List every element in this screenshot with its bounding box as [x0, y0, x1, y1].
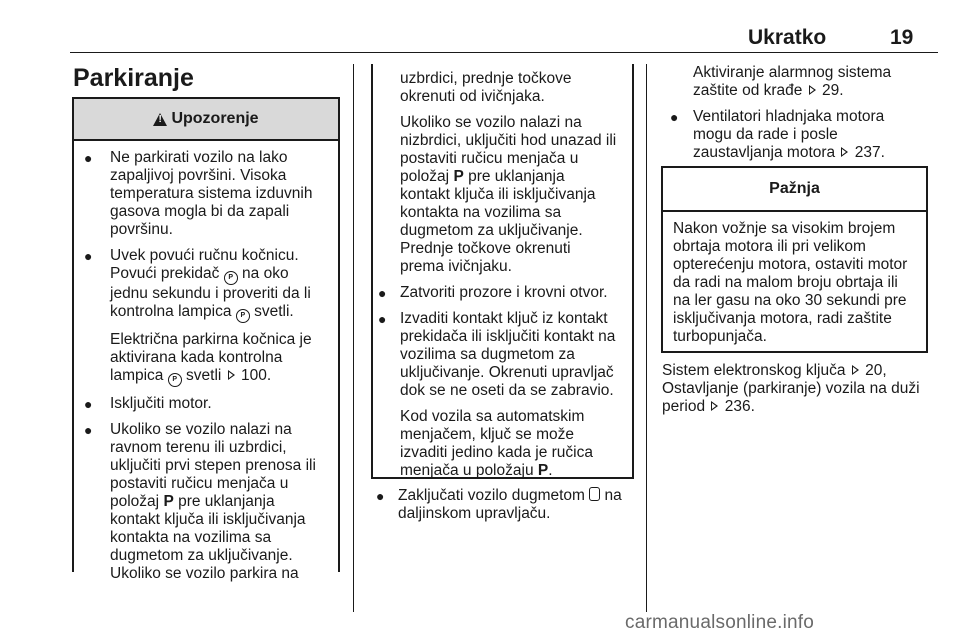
warning-header: [74, 99, 338, 141]
page-reference-arrow-icon: [852, 365, 859, 375]
lock-icon: [589, 487, 600, 501]
warning-triangle-icon: [153, 113, 167, 126]
bullet-icon: ●: [378, 285, 387, 301]
page-reference-arrow-icon: [228, 370, 235, 380]
column-divider: [353, 64, 354, 612]
list-item: ● Uvek povući ručnu kočnicu. Povući prekidač P na oko jednu sekundu i proveriti da li kontrolna lampica P svetli. Električna parkirna kočnica je aktivirana kada kontrolna lampica P svetli 100.: [82, 247, 332, 387]
bullet-icon: ●: [376, 488, 385, 504]
page-reference-arrow-icon: [809, 85, 816, 95]
bullet-icon: ●: [84, 422, 93, 438]
paragraph: Aktiviranje alarmnog sistema zaštite od krađe 29.: [693, 64, 892, 99]
page-reference: 20,: [865, 362, 887, 379]
page-reference: 100.: [240, 367, 272, 384]
list-item: ● Zatvoriti prozore i krovni otvor.: [378, 284, 608, 301]
warning-box-continued: [371, 64, 634, 479]
paragraph: Ukoliko se vozilo nalazi na nizbrdici, uključiti hod unazad ili postaviti ručicu menjača u položaj P pre uklanjanja kontakt ključa ili isključivanja kontakta na vozilima sa dugmetom za uključivanje. Prednje točkove okrenuti prema ivičnjaku.: [400, 114, 617, 275]
notice-title: Pažnja: [663, 168, 926, 212]
paragraph: Kod vozila sa automatskim menjačem, ključ se može izvaditi jedino kada je ručica menjača u položaju P.: [400, 408, 593, 479]
page-reference: 237.: [854, 144, 885, 161]
list-item: ● Ne parkirati vozilo na lako zapaljivoj površini. Visoka temperatura sistema izduvnih gasova mogla bi da zapali površinu.: [84, 149, 313, 238]
page-number: 19: [890, 26, 914, 49]
warning-box: [72, 97, 340, 582]
parking-brake-icon: P: [168, 373, 182, 387]
bullet-icon: ●: [84, 150, 93, 166]
watermark: carmanualsonline.info: [625, 612, 815, 633]
paragraph: uzbrdici, prednje točkove okrenuti od ivičnjaka.: [400, 70, 572, 105]
right-column-top: [662, 64, 932, 170]
notice-box: [661, 166, 928, 353]
list-item: ● Isključiti motor.: [84, 395, 212, 412]
parking-brake-icon: P: [224, 271, 238, 285]
warning-continued-content: [373, 70, 630, 488]
header-rule: [70, 52, 938, 53]
column-divider: [646, 64, 647, 612]
section-title: Parkiranje: [73, 64, 194, 92]
page-reference: 29.: [822, 82, 844, 99]
bullet-icon: ●: [84, 248, 93, 264]
list-item: ● Izvaditi kontakt ključ iz kontakt prekidača ili isključiti kontakt na vozilima sa dugmetom za uključivanje. Okrenuti upravljač dok se ne oseti da se zabravio.: [378, 310, 616, 399]
list-item: ● Ventilatori hladnjaka motora mogu da rade i posle zaustavljanja motora 237.: [670, 108, 885, 161]
page-reference: 236.: [724, 398, 755, 415]
page-reference-arrow-icon: [841, 147, 848, 157]
warning-title: Upozorenje: [171, 110, 259, 127]
middle-after-box: [371, 487, 631, 531]
parking-brake-icon: P: [236, 309, 250, 323]
list-item: ● Zaključati vozilo dugmetom na daljinskom upravljaču.: [376, 487, 622, 522]
notice-text: Nakon vožnje sa visokim brojem obrtaja motora ili pri velikom opterećenju motora, ostaviti motor da radi na malom broju obrtaja ili na ler gasu na oko 30 sekundi pre isključivanja motora, radi zaštite turbopunjača.: [673, 220, 908, 345]
bullet-icon: ●: [670, 109, 679, 125]
list-item: ● Ukoliko se vozilo nalazi na ravnom terenu ili uzbrdici, uključiti prvi stepen prenosa ili postaviti ručicu menjača u položaj P pre uklanjanja kontakt ključa ili isključivanja kontakta na vozilima sa dugmetom za uključivanje. Ukoliko se vozilo parkira na: [84, 421, 316, 582]
paragraph: Električna parkirna kočnica je aktivirana kada kontrolna lampica P svetli 100.: [110, 331, 332, 387]
warning-list: [82, 149, 332, 591]
header-title: Ukratko: [748, 26, 827, 49]
bullet-icon: ●: [378, 311, 387, 327]
page-reference-arrow-icon: [711, 401, 718, 411]
bullet-icon: ●: [84, 396, 93, 412]
cross-references: Sistem elektronskog ključa 20, Ostavljanje (parkiranje) vozila na duži period 236.: [662, 362, 920, 415]
